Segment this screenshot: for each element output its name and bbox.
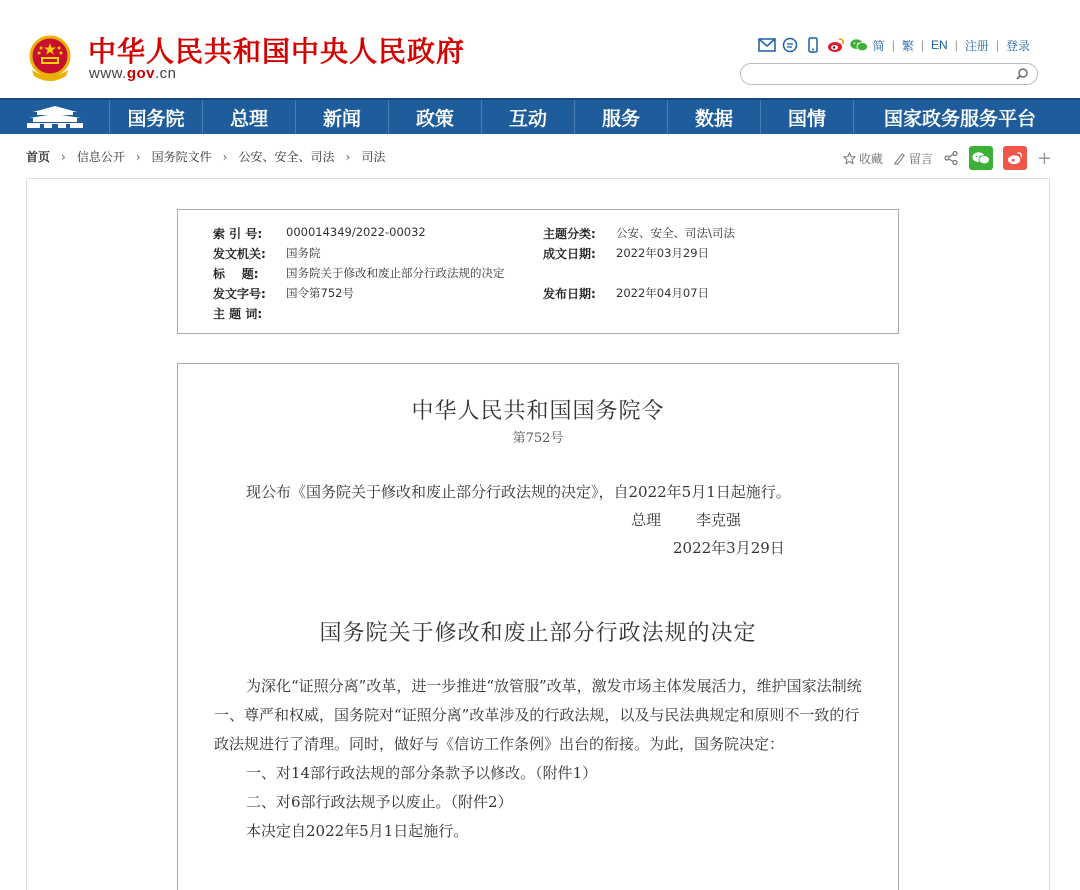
national-emblem-icon[interactable]: [26, 34, 74, 84]
favorite-button[interactable]: [843, 150, 883, 167]
pub-date-label: 发布日期:: [543, 287, 596, 301]
main-nav: [0, 98, 1080, 134]
chevron-right-icon: ›: [345, 149, 351, 164]
nav-item-policy[interactable]: 政策: [389, 100, 482, 134]
share-button[interactable]: [943, 150, 959, 166]
nav-item-service-platform[interactable]: 国家政务服务平台: [883, 107, 1036, 130]
index-value: 000014349/2022-00032: [286, 225, 426, 239]
decision-item-1: 一、对14部行政法规的部分条款予以修改。（附件1）: [246, 764, 598, 782]
breadcrumb-public-security[interactable]: 公安、安全、司法: [238, 150, 335, 164]
info-row-index: [213, 225, 426, 242]
decision-title: 国务院关于修改和废止部分行政法规的决定: [319, 621, 757, 646]
info-row-category: [543, 225, 735, 242]
doc-no-value: 国令第752号: [286, 286, 354, 300]
more-share-button[interactable]: +: [1036, 147, 1052, 169]
breadcrumb: [26, 148, 385, 165]
link-traditional[interactable]: 繁: [901, 38, 914, 53]
order-title: 中华人民共和国国务院令: [411, 399, 665, 424]
doc-no-label: 发文字号:: [213, 287, 266, 301]
category-label: 主题分类:: [543, 227, 596, 241]
promulgation-text: 现公布《国务院关于修改和废止部分行政法规的决定》，自2022年5月1日起施行。: [246, 483, 791, 501]
date-written-label: 成文日期:: [543, 247, 596, 261]
search-icon[interactable]: [1015, 67, 1029, 81]
tiananmen-icon: [25, 104, 85, 130]
category-value: 公安、安全、司法\司法: [616, 226, 735, 240]
site-title[interactable]: 中华人民共和国中央人民政府: [88, 35, 466, 68]
weibo-icon: [1006, 151, 1024, 165]
nav-item-premier[interactable]: 总理: [203, 100, 296, 134]
breadcrumb-justice[interactable]: 司法: [361, 150, 386, 164]
favorite-label: 收藏: [858, 151, 883, 166]
nav-item-state-council[interactable]: 国务院: [110, 100, 203, 134]
link-login[interactable]: 登录: [1005, 38, 1030, 53]
title-label: 标 题:: [213, 267, 259, 281]
date-written-value: 2022年03月29日: [616, 246, 710, 260]
search-input[interactable]: [751, 65, 1011, 85]
nav-item-news[interactable]: 新闻: [296, 100, 389, 134]
weibo-icon[interactable]: [827, 36, 845, 54]
breadcrumb-state-council-docs[interactable]: 国务院文件: [151, 150, 212, 164]
chat-icon[interactable]: [781, 36, 799, 54]
nav-item-national-info[interactable]: 国情: [761, 100, 854, 134]
link-separator: |: [920, 38, 925, 52]
effective-date-text: 本决定自2022年5月1日起施行。: [246, 822, 469, 840]
link-english[interactable]: EN: [931, 38, 948, 52]
link-separator: |: [995, 38, 999, 52]
mobile-icon[interactable]: [804, 36, 822, 54]
keywords-label: 主 题 词:: [213, 307, 263, 321]
issuer-label: 发文机关:: [213, 247, 266, 261]
issuer-value: 国务院: [286, 246, 321, 260]
info-row-issuer: [213, 245, 321, 262]
site-header: [0, 0, 1080, 98]
url-suffix: .cn: [155, 65, 177, 82]
url-mid: gov: [126, 65, 156, 82]
pencil-icon: [893, 152, 906, 165]
top-links: [758, 36, 1030, 54]
document-info-table: [177, 209, 899, 334]
nav-item-interaction[interactable]: 互动: [482, 100, 575, 134]
site-url[interactable]: [89, 65, 177, 82]
chevron-right-icon: ›: [61, 149, 66, 164]
url-prefix: www.: [89, 65, 127, 82]
breadcrumb-home[interactable]: 首页: [26, 150, 51, 164]
signer-name: 李克强: [696, 511, 742, 529]
wechat-icon[interactable]: [850, 36, 868, 54]
chevron-right-icon: ›: [135, 149, 141, 164]
search-box: [740, 63, 1038, 85]
weibo-share-button[interactable]: [1003, 146, 1027, 170]
decision-body: [214, 672, 864, 846]
comment-label: 留言: [908, 151, 933, 166]
info-row-date-written: [543, 245, 709, 262]
info-row-keywords: [213, 305, 286, 322]
nav-item-services[interactable]: 服务: [575, 100, 668, 134]
nav-item-data[interactable]: 数据: [668, 100, 761, 134]
index-label: 索 引 号:: [213, 227, 263, 241]
pub-date-value: 2022年04月07日: [616, 286, 710, 300]
link-simplified[interactable]: 简: [872, 38, 885, 53]
title-value: 国务院关于修改和废止部分行政法规的决定: [286, 266, 505, 280]
order-number: 第752号: [512, 431, 564, 446]
star-icon: [843, 152, 856, 165]
share-icon: [943, 150, 959, 166]
document-body: [177, 363, 899, 890]
info-row-pub-date: [543, 285, 709, 302]
chevron-right-icon: ›: [222, 149, 228, 164]
link-register[interactable]: 注册: [964, 38, 989, 53]
nav-home[interactable]: [0, 100, 110, 134]
wechat-icon: [972, 151, 990, 165]
link-separator: |: [891, 38, 895, 52]
breadcrumb-info-disclosure[interactable]: 信息公开: [76, 150, 125, 164]
body-paragraph: 为深化“证照分离”改革，进一步推进“放管服”改革，激发市场主体发展活力，维护国家法制统一、尊严和权威，国务院对“证照分离”改革涉及的行政法规，以及与民法典规定和原则不一致的行政法规进行了清理。同时，做好与《信访工作条例》出台的衔接。为此，国务院决定：: [214, 677, 862, 753]
wechat-share-button[interactable]: [969, 146, 993, 170]
signer-title: 总理: [631, 511, 662, 529]
decision-item-2: 二、对6部行政法规予以废止。（附件2）: [246, 793, 513, 811]
info-row-title: [213, 265, 505, 282]
page-tools: [843, 146, 1052, 170]
comment-button[interactable]: [893, 150, 933, 167]
link-separator: |: [954, 38, 958, 52]
info-row-doc-no: [213, 285, 354, 302]
sign-date: 2022年3月29日: [673, 539, 785, 557]
mail-icon[interactable]: [758, 36, 776, 54]
